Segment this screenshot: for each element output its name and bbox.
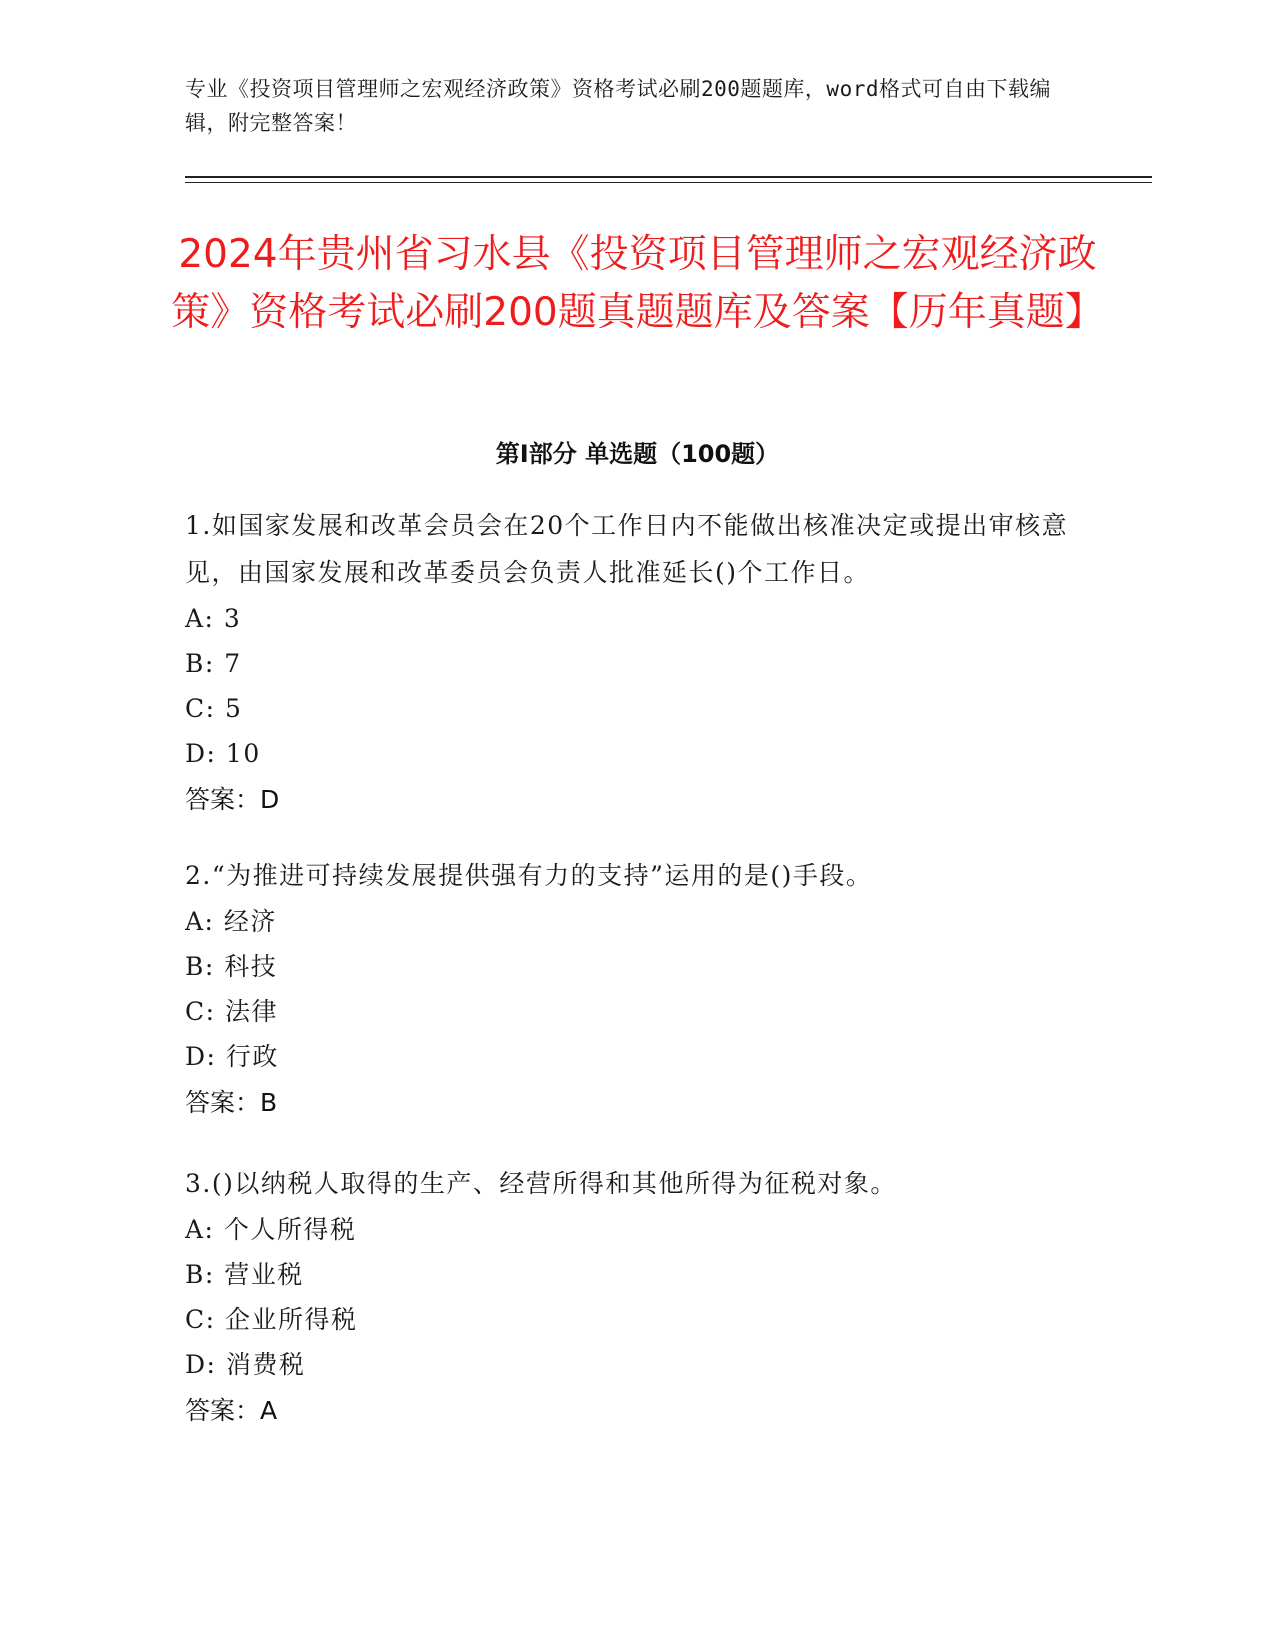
answer: 答案：A [185, 1396, 278, 1425]
option-a: A: 3 [185, 604, 242, 633]
header-note: 专业《投资项目管理师之宏观经济政策》资格考试必刷200题题库，word格式可自由下载编辑，附完整答案！ [185, 77, 1051, 135]
option-d: D: 行政 [185, 1042, 279, 1071]
answer: 答案：B [185, 1088, 278, 1117]
question-stem: 3.()以纳税人取得的生产、经营所得和其他所得为征税对象。 [185, 1169, 897, 1198]
question-stem: 1.如国家发展和改革会员会在20个工作日内不能做出核准决定或提出审核意见，由国家发展和改革委员会负责人批准延长()个工作日。 [185, 511, 1069, 587]
header-divider-thick [185, 176, 1152, 178]
question-1 [185, 502, 1085, 823]
option-b: B: 营业税 [185, 1260, 304, 1289]
document-title: 2024年贵州省习水县《投资项目管理师之宏观经济政策》资格考试必刷200题真题题库及答案【历年真题】 [171, 232, 1104, 335]
option-a: A: 经济 [185, 907, 277, 936]
option-c: C: 5 [185, 694, 243, 723]
section-heading: 第I部分 单选题（100题） [495, 440, 780, 468]
option-b: B: 科技 [185, 952, 278, 981]
option-d: D: 10 [185, 739, 261, 768]
option-a: A: 个人所得税 [185, 1215, 357, 1244]
question-2 [185, 852, 1085, 1126]
question-stem: 2.“为推进可持续发展提供强有力的支持”运用的是()手段。 [185, 861, 873, 890]
answer: 答案：D [185, 785, 280, 814]
question-3 [185, 1160, 1085, 1434]
option-c: C: 法律 [185, 997, 278, 1026]
option-b: B: 7 [185, 649, 242, 678]
option-c: C: 企业所得税 [185, 1305, 358, 1334]
header-divider-thin [185, 182, 1152, 183]
option-d: D: 消费税 [185, 1350, 306, 1379]
